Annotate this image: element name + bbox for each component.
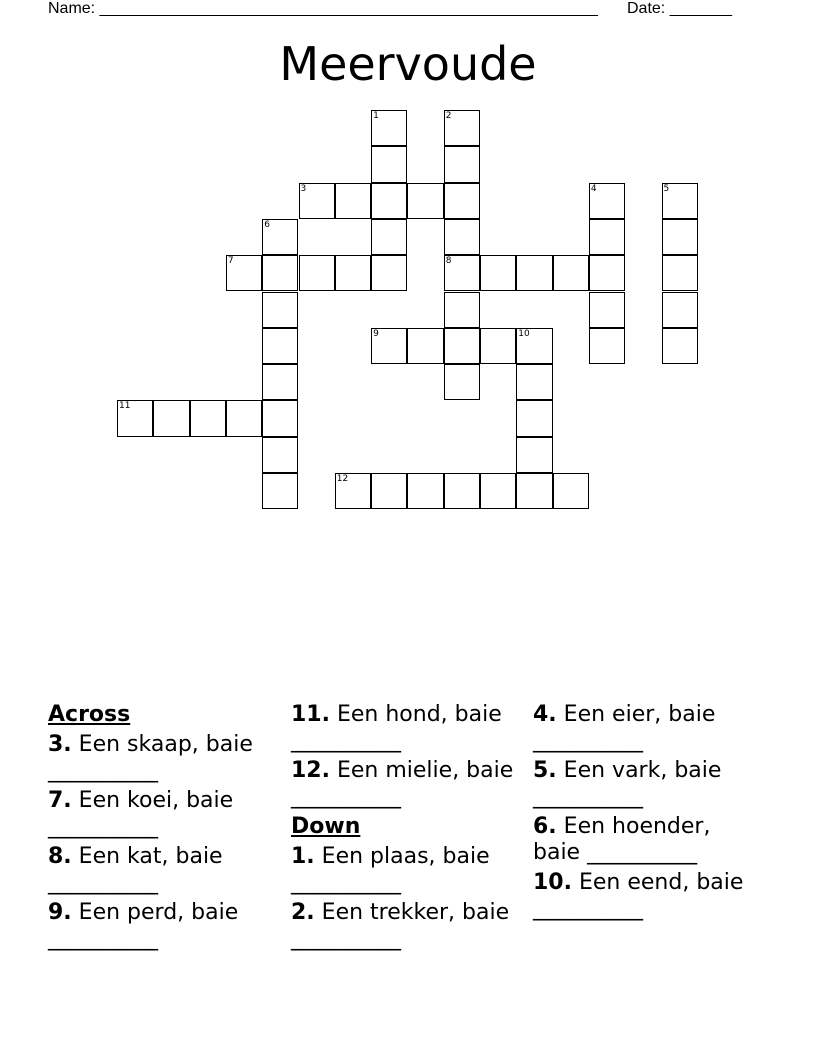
- clue-number: 5.: [533, 758, 557, 783]
- answer-blank: __________: [533, 896, 643, 921]
- date-field: Date: _______: [627, 0, 732, 17]
- grid-cell[interactable]: [589, 328, 625, 364]
- answer-blank: __________: [291, 784, 401, 809]
- grid-cell[interactable]: [371, 146, 407, 182]
- grid-cell[interactable]: [589, 219, 625, 255]
- grid-cell[interactable]: [262, 328, 298, 364]
- grid-cell[interactable]: [335, 473, 371, 509]
- clue-down-6: [533, 814, 761, 866]
- grid-cell[interactable]: [371, 328, 407, 364]
- grid-cell[interactable]: [371, 473, 407, 509]
- grid-cell[interactable]: [262, 219, 298, 255]
- grid-cell[interactable]: [444, 473, 480, 509]
- grid-cell[interactable]: [444, 146, 480, 182]
- cell-number: 9: [373, 328, 379, 339]
- puzzle-title: Meervoude: [279, 37, 537, 91]
- clue-number: 1.: [291, 844, 315, 869]
- clue-text: Een vark, baie: [563, 758, 722, 783]
- grid-cell[interactable]: [516, 364, 552, 400]
- grid-cell[interactable]: [553, 255, 589, 291]
- cell-number: 10: [518, 328, 530, 339]
- answer-blank: __________: [291, 926, 401, 951]
- cell-number: 11: [119, 401, 131, 412]
- cell-number: 5: [663, 183, 670, 194]
- answer-blank: __________: [48, 814, 158, 839]
- grid-cell[interactable]: [262, 364, 298, 400]
- clue-number: 7.: [48, 788, 72, 813]
- grid-cell[interactable]: [299, 183, 335, 219]
- grid-cell[interactable]: [444, 183, 480, 219]
- across-heading: Across: [48, 702, 131, 727]
- grid-cell[interactable]: [589, 183, 625, 219]
- clue-number: 11.: [291, 702, 330, 727]
- grid-cell[interactable]: [480, 328, 516, 364]
- grid-cell[interactable]: [444, 364, 480, 400]
- clue-text: Een koei, baie: [78, 788, 234, 813]
- grid-cell[interactable]: [371, 255, 407, 291]
- grid-cell[interactable]: [553, 473, 589, 509]
- grid-cell[interactable]: [117, 400, 153, 436]
- answer-blank: __________: [533, 784, 643, 809]
- grid-cell[interactable]: [262, 437, 298, 473]
- clue-column-2: [291, 702, 519, 956]
- clue-across-12: [291, 758, 519, 810]
- grid-cell[interactable]: [262, 400, 298, 436]
- clue-text: Een kat, baie: [78, 844, 223, 869]
- grid-cell[interactable]: [407, 328, 443, 364]
- clue-text: Een mielie, baie: [336, 758, 514, 783]
- grid-cell[interactable]: [371, 110, 407, 146]
- answer-blank: __________: [291, 728, 401, 753]
- clue-text: Een perd, baie: [78, 900, 239, 925]
- clue-down-10: [533, 870, 761, 922]
- cell-number: 12: [336, 474, 349, 484]
- grid-cell[interactable]: [516, 400, 552, 436]
- grid-cell[interactable]: [262, 473, 298, 509]
- grid-cell[interactable]: [444, 219, 480, 255]
- grid-cell[interactable]: [407, 473, 443, 509]
- grid-cell[interactable]: [589, 255, 625, 291]
- clue-text: Een eier, baie: [563, 702, 716, 727]
- cell-number: 4: [590, 183, 597, 194]
- grid-cell[interactable]: [516, 473, 552, 509]
- grid-cell[interactable]: [371, 219, 407, 255]
- grid-cell[interactable]: [662, 183, 698, 219]
- answer-blank: __________: [48, 926, 158, 951]
- grid-cell[interactable]: [516, 255, 552, 291]
- clue-across-7: [48, 788, 276, 840]
- clue-text: Een hond, baie: [336, 702, 502, 727]
- answer-blank: __________: [48, 758, 158, 783]
- clue-across-8: [48, 844, 276, 896]
- answer-blank: __________: [533, 728, 643, 753]
- clue-across-3: [48, 732, 276, 784]
- down-heading: Down: [291, 814, 361, 839]
- clue-down-1: [291, 844, 519, 896]
- clue-number: 9.: [48, 900, 72, 925]
- grid-cell[interactable]: [444, 328, 480, 364]
- grid-cell[interactable]: [662, 219, 698, 255]
- clue-number: 3.: [48, 732, 72, 757]
- grid-cell[interactable]: [226, 400, 262, 436]
- clue-number: 2.: [291, 900, 315, 925]
- cell-number: 8: [445, 256, 452, 267]
- grid-cell[interactable]: [589, 292, 625, 328]
- cell-number: 2: [445, 111, 452, 121]
- clue-column-3: [533, 702, 761, 926]
- grid-cell[interactable]: [335, 255, 371, 291]
- grid-cell[interactable]: [153, 400, 189, 436]
- grid-cell[interactable]: [262, 292, 298, 328]
- clue-text: Een eend, baie: [578, 870, 744, 895]
- clue-down-5: [533, 758, 761, 810]
- answer-blank: __________: [587, 840, 698, 865]
- grid-cell[interactable]: [516, 437, 552, 473]
- clue-number: 12.: [291, 758, 330, 783]
- clue-text: Een plaas, baie: [321, 844, 490, 869]
- clue-across-9: [48, 900, 276, 952]
- clue-number: 10.: [533, 870, 572, 895]
- grid-cell[interactable]: [226, 255, 262, 291]
- grid-cell[interactable]: [262, 255, 298, 291]
- clue-number: 4.: [533, 702, 557, 727]
- grid-cell[interactable]: [444, 255, 480, 291]
- clue-text: Een trekker, baie: [321, 900, 510, 925]
- grid-cell[interactable]: [407, 183, 443, 219]
- clue-column-1: [48, 702, 276, 956]
- grid-cell[interactable]: [299, 255, 335, 291]
- clues-section: [48, 702, 788, 982]
- clue-down-4: [533, 702, 761, 754]
- cell-number: 1: [373, 111, 379, 121]
- clue-across-11: [291, 702, 519, 754]
- clue-number: 8.: [48, 844, 72, 869]
- clue-down-2: [291, 900, 519, 952]
- answer-blank: __________: [48, 870, 158, 895]
- grid-cell[interactable]: [190, 400, 226, 436]
- name-field: Name: ________________________________________________________: [48, 0, 598, 17]
- grid-cell[interactable]: [480, 473, 516, 509]
- grid-cell[interactable]: [662, 328, 698, 364]
- grid-cell[interactable]: [662, 255, 698, 291]
- grid-cell[interactable]: [480, 255, 516, 291]
- grid-cell[interactable]: [444, 292, 480, 328]
- grid-cell[interactable]: [371, 183, 407, 219]
- cell-number: 6: [264, 219, 270, 230]
- grid-cell[interactable]: [516, 328, 552, 364]
- grid-cell[interactable]: [335, 183, 371, 219]
- grid-cell[interactable]: [662, 292, 698, 328]
- grid-cell[interactable]: [444, 110, 480, 146]
- answer-blank: __________: [291, 870, 401, 895]
- clue-number: 6.: [533, 814, 557, 839]
- cell-number: 7: [227, 256, 234, 267]
- clue-text: Een hoender, baie: [533, 814, 711, 865]
- cell-number: 3: [300, 183, 307, 194]
- clue-text: Een skaap, baie: [78, 732, 253, 757]
